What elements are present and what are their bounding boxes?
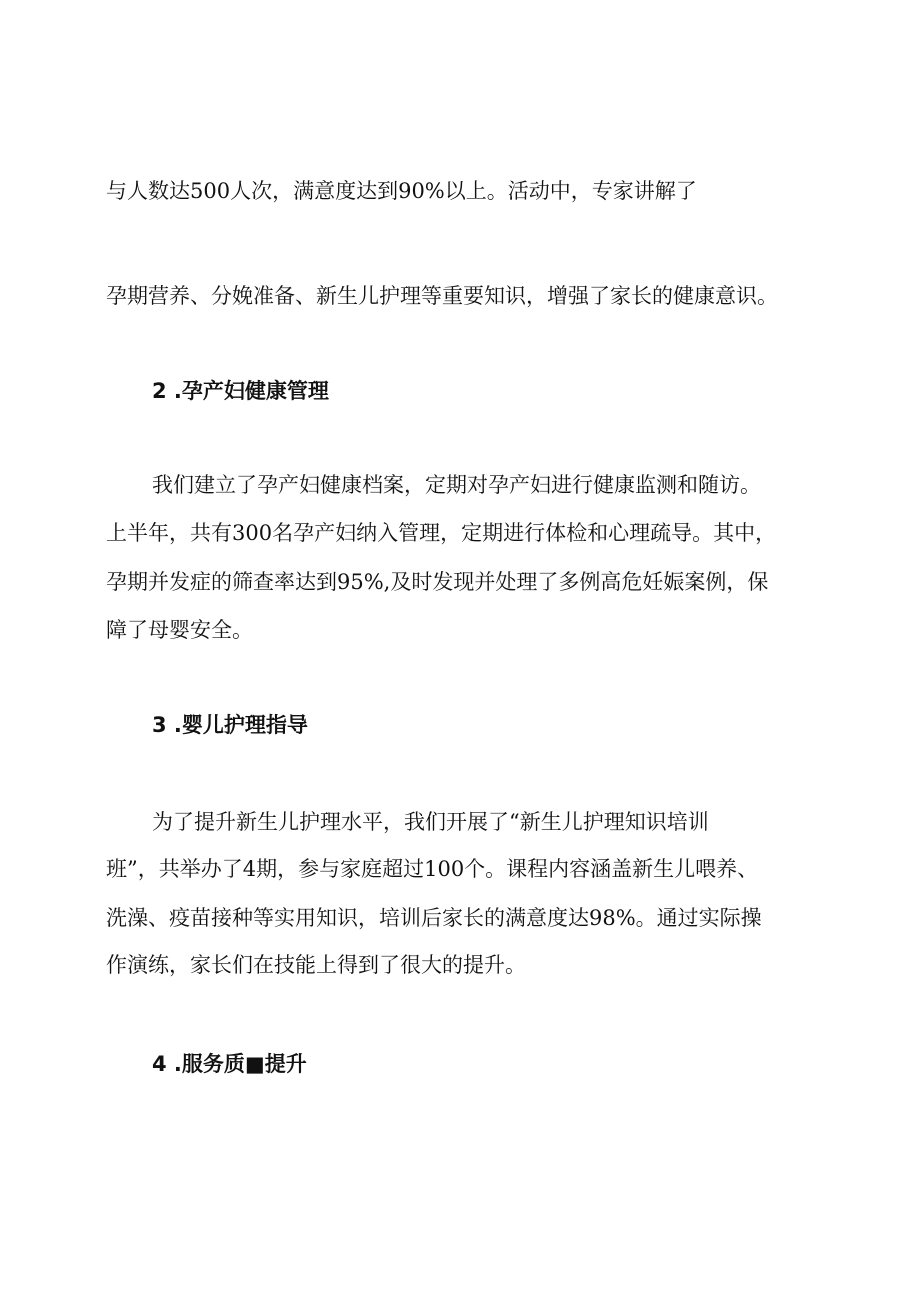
section-3-line-1: 为了提升新生儿护理水平，我们开展了“新生儿护理知识培训 [152,810,709,834]
section-2-line-4: 障了母婴安全。 [106,618,253,642]
section-2-line-2: 上半年，共有300名孕产妇纳入管理，定期进行体检和心理疏导。其中， [106,521,777,545]
section-2-line-1: 我们建立了孕产妇健康档案，定期对孕产妇进行健康监测和随访。 [152,473,761,497]
section-3-line-3: 洗澡、疫苗接种等实用知识，培训后家长的满意度达98%。通过实际操 [106,906,762,930]
section-2-heading: 2 .孕产妇健康管理 [152,379,329,403]
section-3-line-2: 班”，共举办了4期，参与家庭超过100个。课程内容涵盖新生儿喂养、 [106,857,759,881]
section-4-heading: 4 .服务质■提升 [152,1052,307,1076]
intro-line-2: 孕期营养、分娩准备、新生儿护理等重要知识，增强了家长的健康意识。 [106,284,778,308]
section-3-heading: 3 .婴儿护理指导 [152,713,308,737]
intro-line-1: 与人数达500人次，满意度达到90%以上。活动中，专家讲解了 [106,179,697,203]
section-2-line-3: 孕期并发症的筛查率达到95%,及时发现并处理了多例高危妊娠案例，保 [106,570,769,594]
section-3-line-4: 作演练，家长们在技能上得到了很大的提升。 [106,953,526,977]
